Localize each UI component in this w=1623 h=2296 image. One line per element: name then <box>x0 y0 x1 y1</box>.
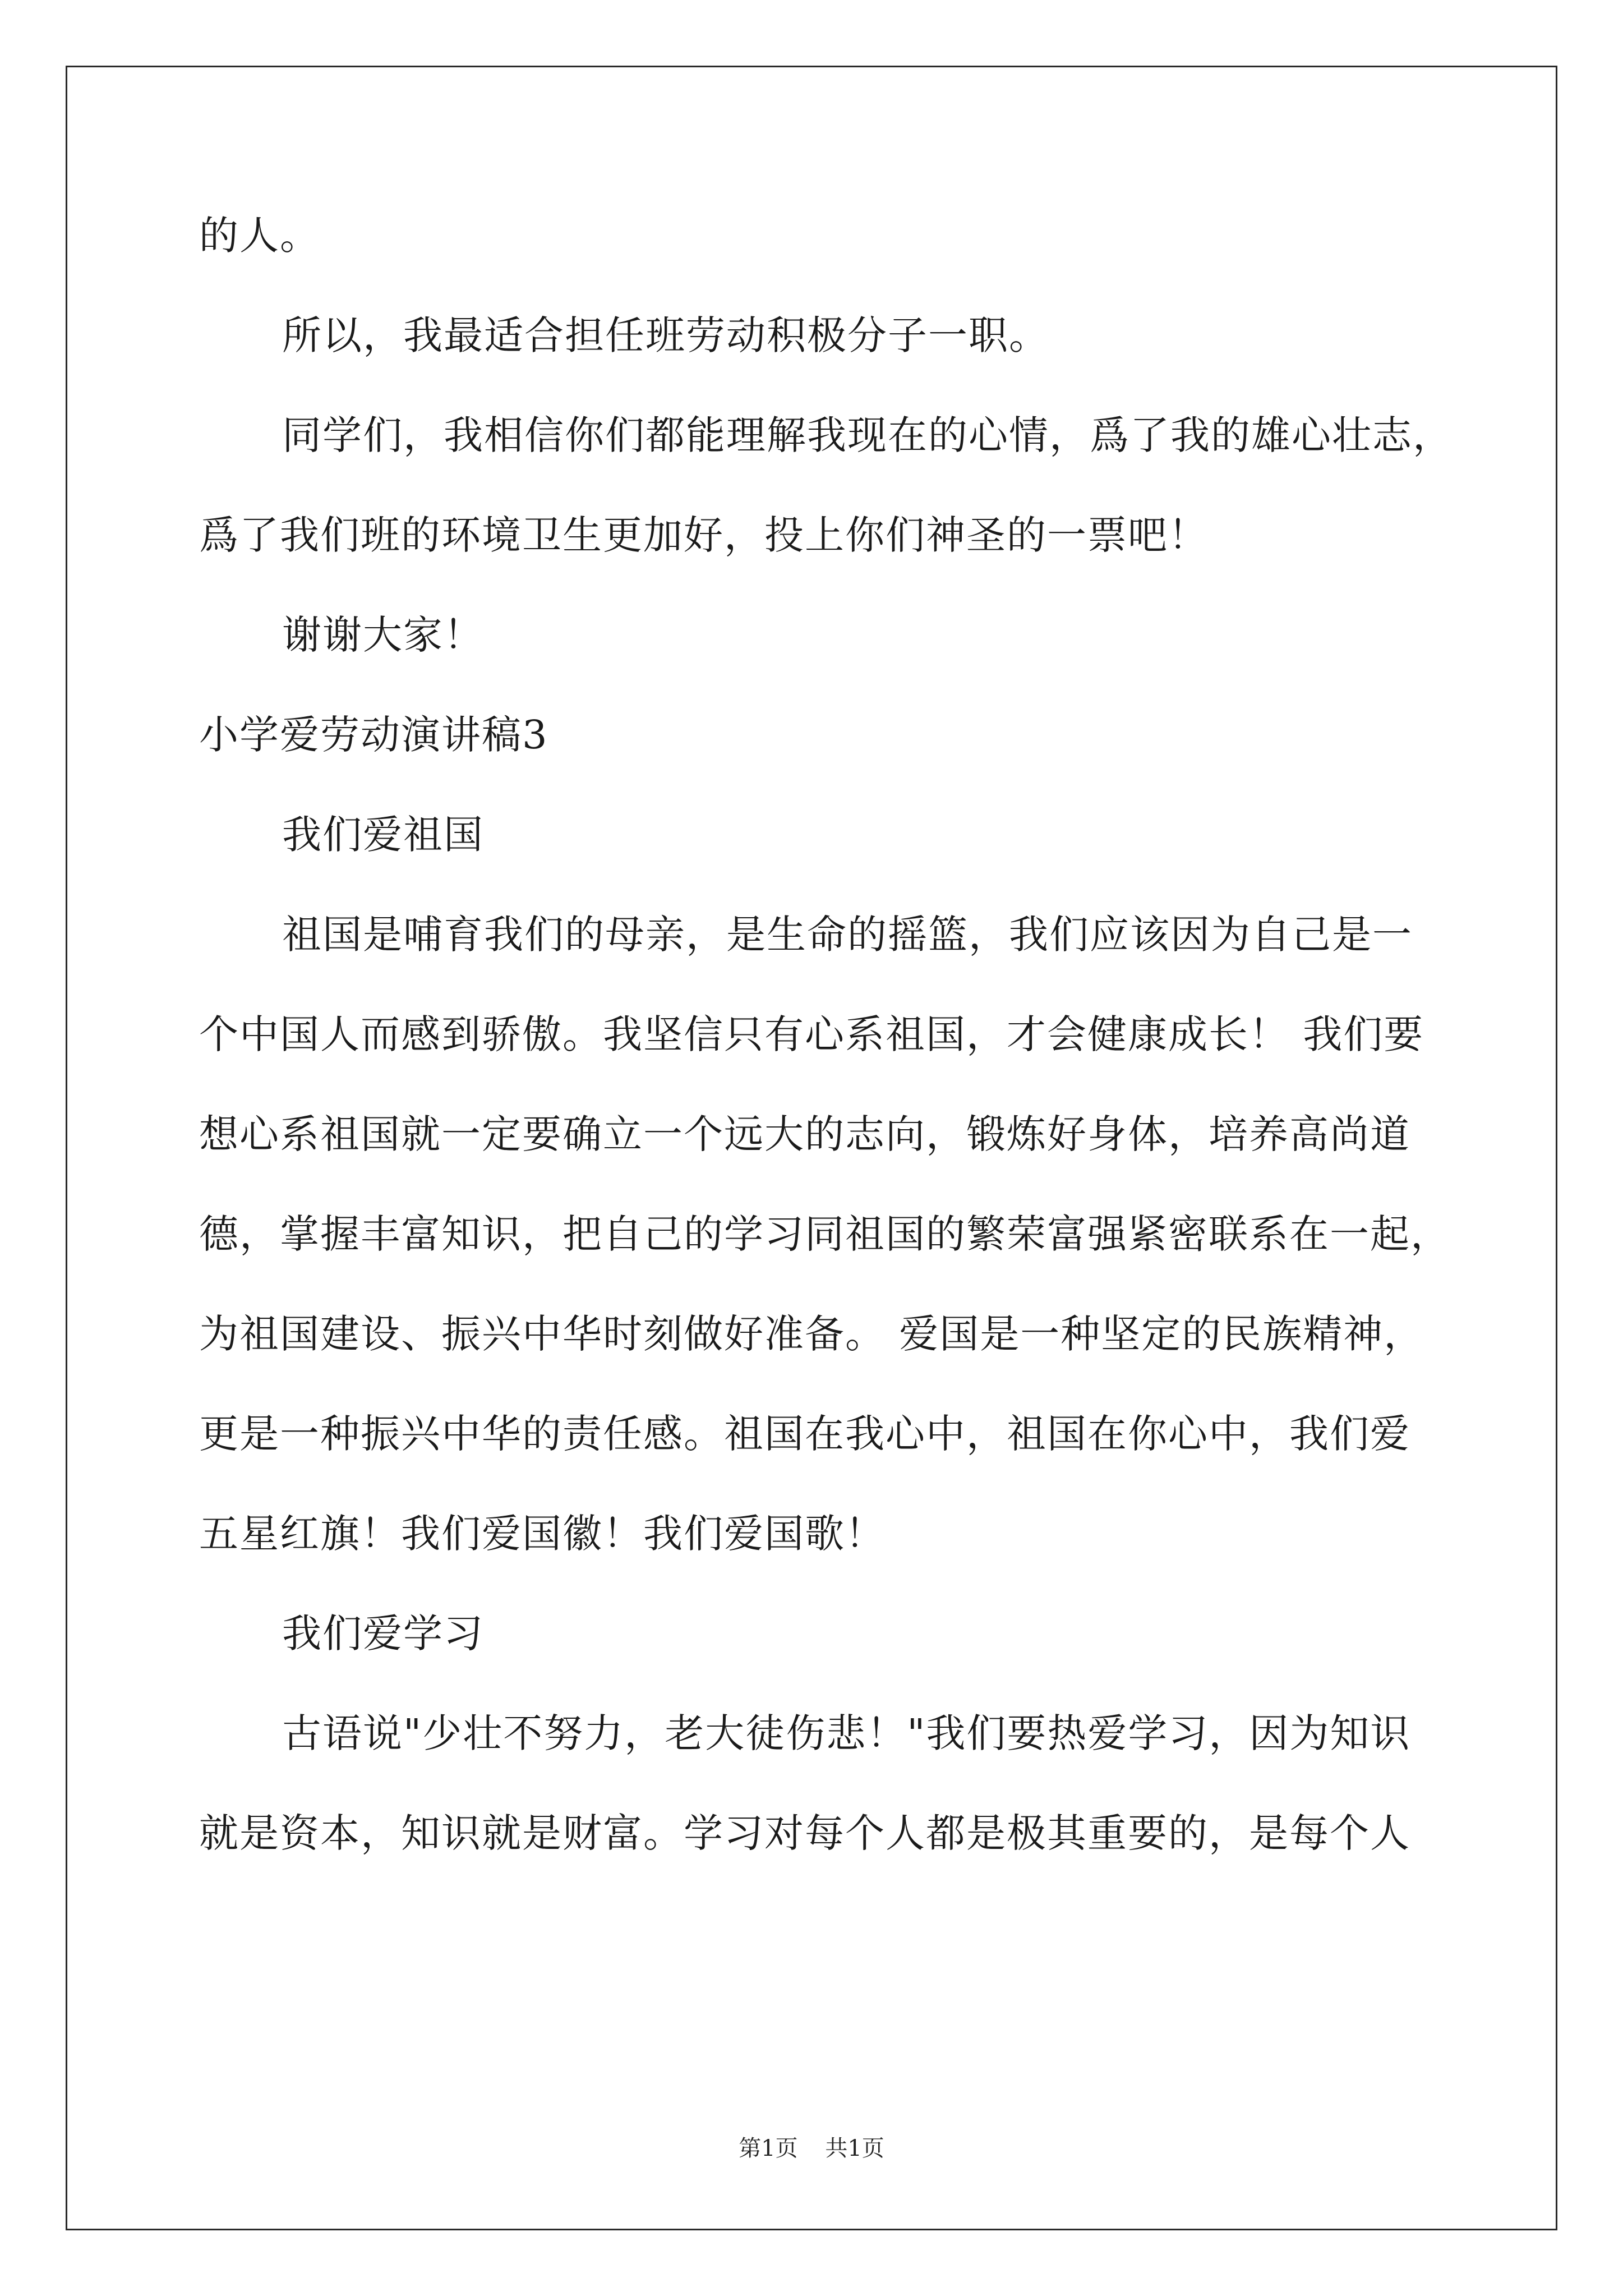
text-line: 的人。 <box>199 213 320 259</box>
text-line: 五星红旗！我们爱国徽！我们爱国歌！ <box>199 1511 886 1557</box>
text-line: 谢谢大家！ <box>282 612 484 658</box>
text-line: 祖国是哺育我们的母亲，是生命的摇篮，我们应该因为自己是一 <box>282 912 1413 958</box>
text-line: 同学们，我相信你们都能理解我现在的心情，爲了我的雄心壮志， <box>282 412 1453 458</box>
page-number: 第1页 <box>739 2136 798 2161</box>
sub-heading: 我们爱学习 <box>282 1611 484 1657</box>
text-line: 爲了我们班的环境卫生更加好，投上你们神圣的一票吧！ <box>199 512 1209 558</box>
text-line: 德，掌握丰富知识，把自己的学习同祖国的繁荣富强紧密联系在一起， <box>199 1211 1451 1257</box>
section-heading: 小学爱劳动演讲稿3 <box>199 712 548 758</box>
text-line: 所以，我最适合担任班劳动积极分子一职。 <box>282 312 1049 358</box>
text-line: 就是资本，知识就是财富。学习对每个人都是极其重要的，是每个人 <box>199 1810 1410 1856</box>
text-line: 更是一种振兴中华的责任感。祖国在我心中，祖国在你心中，我们爱 <box>199 1411 1410 1457</box>
text-line: 想心系祖国就一定要确立一个远大的志向，锻炼好身体，培养高尚道 <box>199 1111 1410 1157</box>
page-total: 共1页 <box>825 2136 884 2161</box>
page-footer <box>0 2132 1623 2165</box>
text-line: 个中国人而感到骄傲。我坚信只有心系祖国，才会健康成长！ 我们要 <box>199 1011 1424 1057</box>
sub-heading: 我们爱祖国 <box>282 812 484 858</box>
text-line: 古语说"少壮不努力，老大徒伤悲！"我们要热爱学习，因为知识 <box>282 1710 1411 1756</box>
text-line: 为祖国建设、振兴中华时刻做好准备。 爱国是一种坚定的民族精神， <box>199 1311 1424 1357</box>
